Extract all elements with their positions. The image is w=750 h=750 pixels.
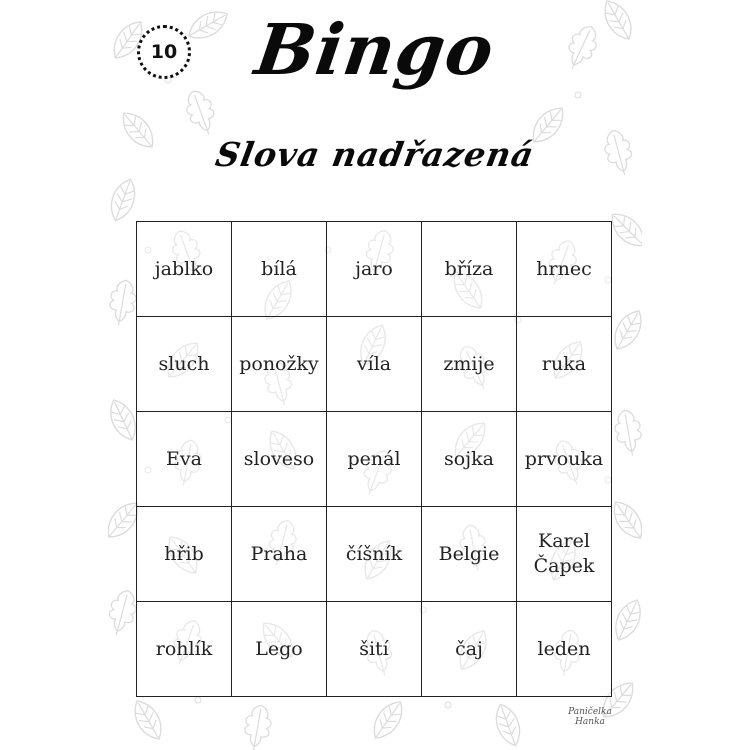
bingo-cell[interactable]: penál [327, 412, 422, 507]
bingo-cell[interactable]: sojka [422, 412, 517, 507]
bingo-grid [136, 221, 612, 697]
bingo-cell[interactable]: leden [517, 602, 612, 697]
author-logo [562, 708, 618, 728]
bingo-card [108, 0, 642, 750]
logo-line-1: Paničelka [568, 707, 612, 717]
bingo-cell[interactable]: Lego [232, 602, 327, 697]
bingo-cell[interactable]: ruka [517, 317, 612, 412]
bingo-cell[interactable]: prvouka [517, 412, 612, 507]
bingo-cell[interactable]: rohlík [137, 602, 232, 697]
page-title: Bingo [250, 8, 500, 91]
bingo-cell[interactable]: zmije [422, 317, 517, 412]
bingo-cell[interactable]: hrnec [517, 222, 612, 317]
page-subtitle: Slova nadřazená [212, 135, 538, 174]
bingo-cell[interactable]: Eva [137, 412, 232, 507]
card-number-badge: 10 [137, 25, 191, 79]
bingo-cell[interactable]: Praha [232, 507, 327, 602]
bingo-cell[interactable]: Belgie [422, 507, 517, 602]
bingo-cell[interactable]: bříza [422, 222, 517, 317]
bingo-cell[interactable]: jaro [327, 222, 422, 317]
bingo-cell[interactable]: víla [327, 317, 422, 412]
bingo-cell[interactable]: číšník [327, 507, 422, 602]
bingo-cell[interactable]: sloveso [232, 412, 327, 507]
bingo-cell[interactable]: jablko [137, 222, 232, 317]
bingo-cell[interactable]: hřib [137, 507, 232, 602]
bingo-cell[interactable]: sluch [137, 317, 232, 412]
bingo-cell[interactable]: ponožky [232, 317, 327, 412]
logo-line-2: Hanka [575, 716, 605, 727]
bingo-cell[interactable]: bílá [232, 222, 327, 317]
bingo-cell[interactable]: čaj [422, 602, 517, 697]
bingo-cell[interactable]: šití [327, 602, 422, 697]
bingo-cell[interactable]: Karel Čapek [517, 507, 612, 602]
